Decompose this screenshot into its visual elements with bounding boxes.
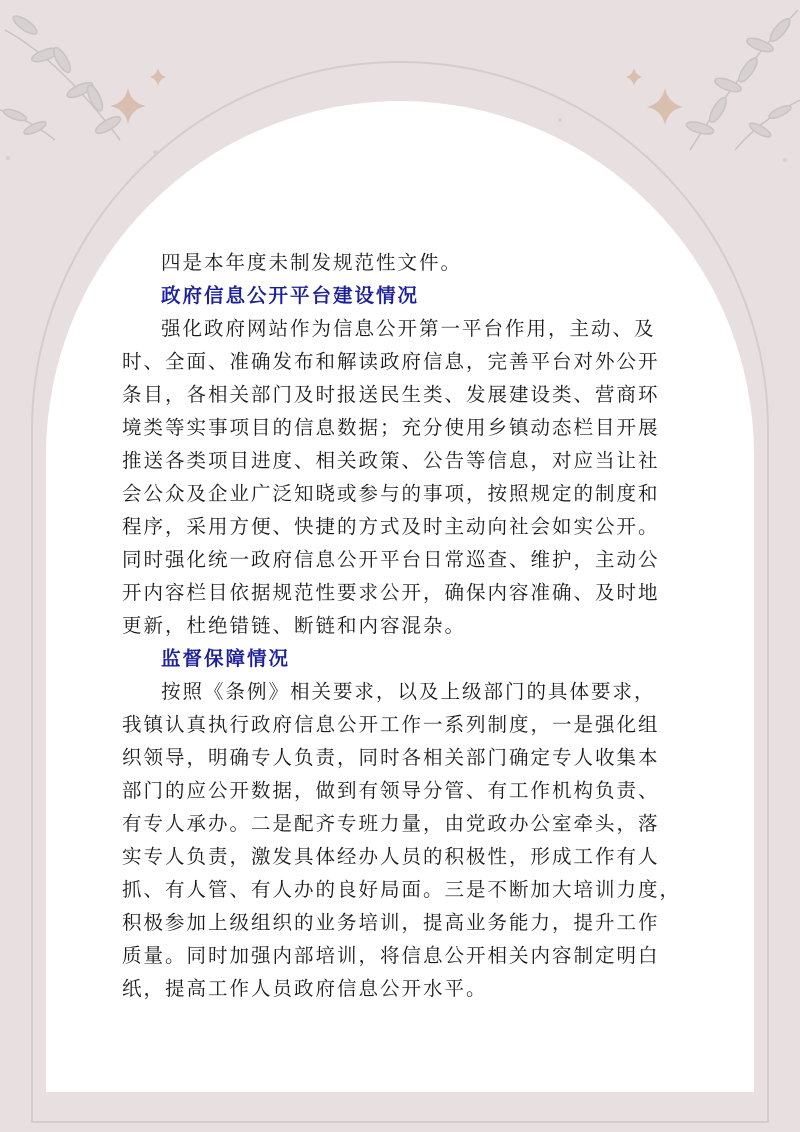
document-body bbox=[122, 246, 692, 1005]
sparkle-icon bbox=[626, 68, 642, 86]
paragraph-line: 按照《条例》相关要求，以及上级部门的具体要求， bbox=[161, 680, 656, 703]
paragraph-line: 抓、有人管、有人办的良好局面。三是不断加大培训力度， bbox=[122, 878, 682, 901]
dot-ornament bbox=[153, 150, 157, 154]
paragraph-line: 强化政府网站作为信息公开第一平台作用，主动、及 bbox=[161, 317, 656, 340]
paragraph-line: 更新，杜绝错链、断链和内容混杂。 bbox=[122, 614, 467, 637]
leaf-branch-icon bbox=[685, 10, 800, 150]
sparkle-icon bbox=[647, 88, 683, 125]
paragraph-line: 纸，提高工作人员政府信息公开水平。 bbox=[122, 977, 488, 1000]
paragraph-line: 积极参加上级组织的业务培训，提高业务能力，提升工作 bbox=[122, 911, 660, 934]
section-paragraph-supervision bbox=[122, 675, 692, 1005]
paragraph-line: 时、全面、准确发布和解读政府信息，完善平台对外公开 bbox=[122, 350, 660, 373]
paragraph-line: 实专人负责，激发具体经办人员的积极性，形成工作有人 bbox=[122, 845, 660, 868]
paragraph-line: 条目，各相关部门及时报送民生类、发展建设类、营商环 bbox=[122, 383, 660, 406]
leaf-branch-icon bbox=[0, 13, 123, 140]
dot-ornament bbox=[6, 156, 10, 160]
section-heading-platform: 政府信息公开平台建设情况 bbox=[161, 284, 420, 307]
paragraph-line: 织领导，明确专人负责，同时各相关部门确定专人收集本 bbox=[122, 746, 660, 769]
paragraph-line: 程序，采用方便、快捷的方式及时主动向社会如实公开。 bbox=[122, 515, 660, 538]
dot-ornament bbox=[558, 118, 562, 122]
paragraph-line: 质量。同时加强内部培训，将信息公开相关内容制定明白 bbox=[122, 944, 660, 967]
paragraph-line: 开内容栏目依据规范性要求公开，确保内容准确、及时地 bbox=[122, 581, 660, 604]
section-paragraph-platform bbox=[122, 312, 692, 642]
paragraph-line: 我镇认真执行政府信息公开工作一系列制度，一是强化组 bbox=[122, 713, 660, 736]
paragraph-line: 有专人承办。二是配齐专班力量，由党政办公室牵头，落 bbox=[122, 812, 660, 835]
paragraph-line: 部门的应公开数据，做到有领导分管、有工作机构负责、 bbox=[122, 779, 660, 802]
sparkle-icon bbox=[150, 68, 166, 86]
dot-ornament bbox=[783, 158, 787, 162]
paragraph-line: 会公众及企业广泛知晓或参与的事项，按照规定的制度和 bbox=[122, 482, 660, 505]
intro-paragraph bbox=[122, 246, 692, 279]
paragraph-line: 境类等实事项目的信息数据；充分使用乡镇动态栏目开展 bbox=[122, 416, 660, 439]
paragraph-line: 推送各类项目进度、相关政策、公告等信息，对应当让社 bbox=[122, 449, 660, 472]
paragraph-line: 同时强化统一政府信息公开平台日常巡查、维护，主动公 bbox=[122, 548, 660, 571]
intro-line: 四是本年度未制发规范性文件。 bbox=[161, 251, 463, 274]
section-heading-supervision: 监督保障情况 bbox=[161, 647, 291, 670]
